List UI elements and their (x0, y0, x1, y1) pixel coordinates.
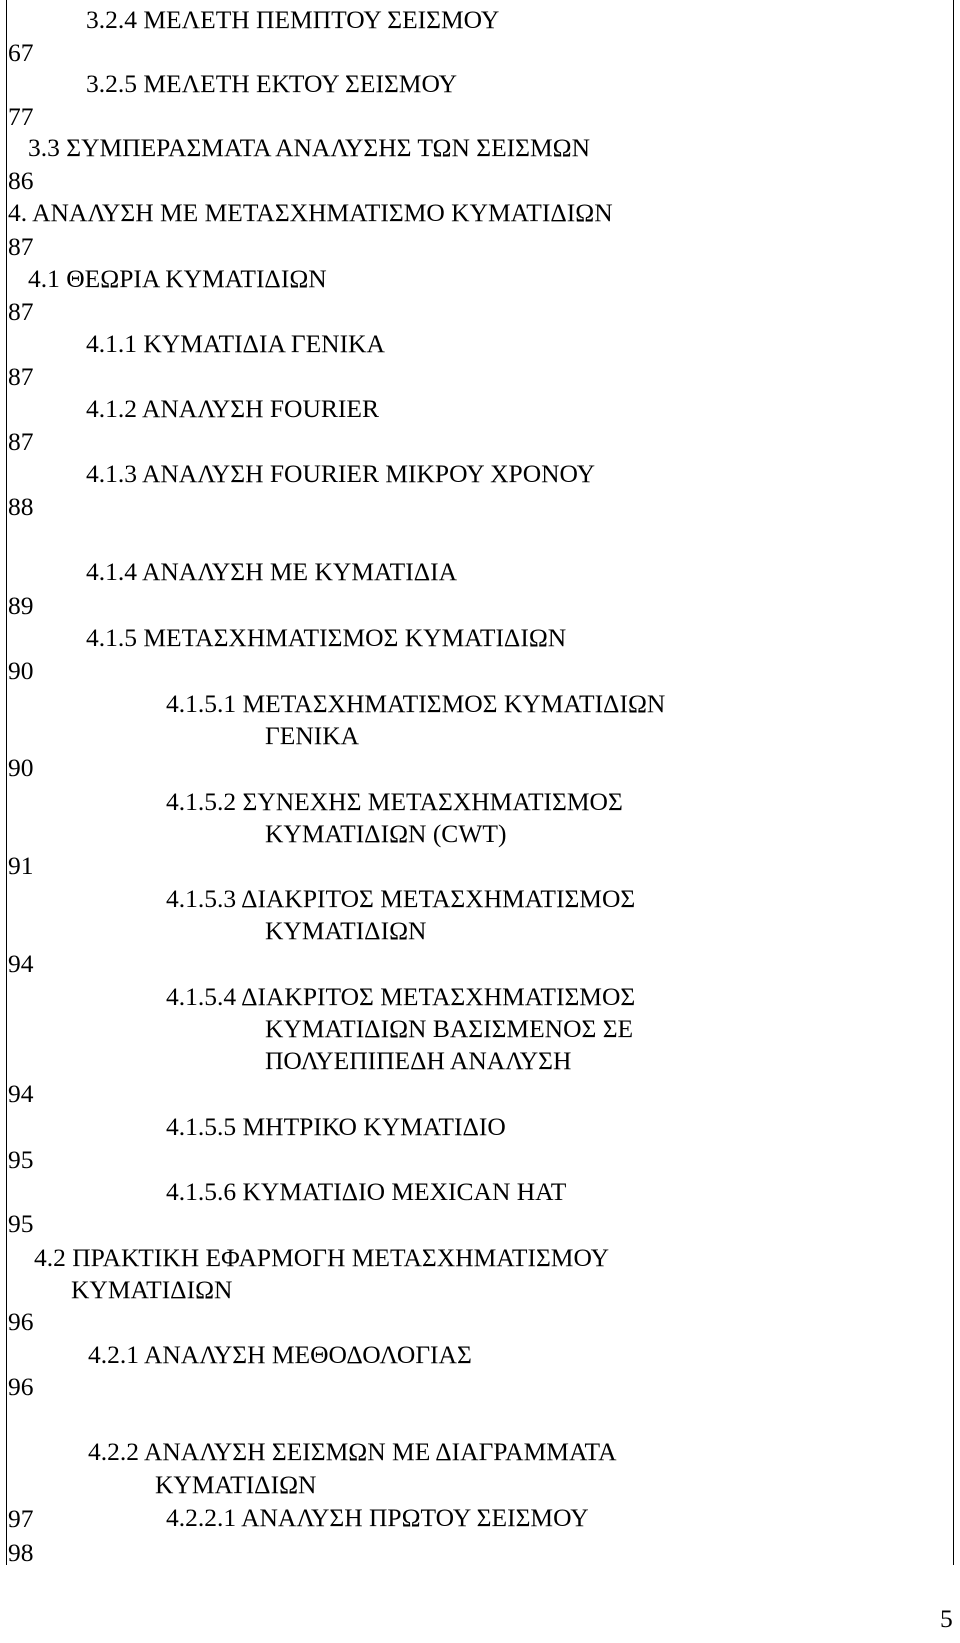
toc-entry-page: 96 (8, 1372, 34, 1401)
toc-entry-page: 87 (8, 427, 34, 456)
toc-entry-title[interactable]: 4.2.2.1 ΑΝΑΛΥΣΗ ΠΡΩΤΟΥ ΣΕΙΣΜΟΥ (166, 1503, 589, 1532)
toc-entry-title[interactable]: 3.2.4 ΜΕΛΕΤΗ ΠΕΜΠΤΟΥ ΣΕΙΣΜΟΥ (86, 5, 500, 34)
toc-entry-title[interactable]: 4.2.1 ΑΝΑΛΥΣΗ ΜΕΘΟΔΟΛΟΓΙΑΣ (88, 1340, 472, 1369)
toc-entry-title-continuation[interactable]: ΠΟΛΥΕΠΙΠΕΔΗ ΑΝΑΛΥΣΗ (265, 1046, 572, 1075)
toc-entry-page: 94 (8, 949, 34, 978)
toc-entry-page: 87 (8, 232, 34, 261)
toc-entry-title-continuation[interactable]: ΚΥΜΑΤΙΔΙΩΝ (155, 1470, 317, 1499)
toc-entry-page: 87 (8, 297, 34, 326)
toc-entry-page: 90 (8, 656, 34, 685)
toc-entry-title[interactable]: 4.1.5.5 ΜΗΤΡΙΚΟ ΚΥΜΑΤΙΔΙΟ (166, 1112, 506, 1141)
toc-entry-title[interactable]: 3.2.5 ΜΕΛΕΤΗ ΕΚΤΟΥ ΣΕΙΣΜΟΥ (86, 69, 458, 98)
toc-entry-page: 89 (8, 591, 34, 620)
page-number: 5 (940, 1604, 953, 1633)
toc-entry-page: 95 (8, 1209, 34, 1238)
toc-entry-page: 94 (8, 1079, 34, 1108)
toc-entry-title[interactable]: 4.1.5.1 ΜΕΤΑΣΧΗΜΑΤΙΣΜΟΣ ΚΥΜΑΤΙΔΙΩΝ (166, 689, 666, 718)
toc-entry-page: 77 (8, 102, 34, 131)
toc-entry-title-continuation[interactable]: ΓΕΝΙΚΑ (265, 721, 360, 750)
toc-entry-page: 97 (8, 1504, 34, 1533)
toc-entry-title[interactable]: 4.1.2 ΑΝΑΛΥΣΗ FOURIER (86, 394, 379, 423)
toc-entry-title[interactable]: 4.1.5.6 ΚΥΜΑΤΙΔΙΟ MEXICAN HAT (166, 1177, 567, 1206)
toc-entry-title[interactable]: 4.1.5.4 ΔΙΑΚΡΙΤΟΣ ΜΕΤΑΣΧΗΜΑΤΙΣΜΟΣ (166, 982, 636, 1011)
toc-entry-title[interactable]: 4. ΑΝΑΛΥΣΗ ΜΕ ΜΕΤΑΣΧΗΜΑΤΙΣΜΟ ΚΥΜΑΤΙΔΙΩΝ (8, 198, 613, 227)
toc-entry-title-continuation[interactable]: ΚΥΜΑΤΙΔΙΩΝ (71, 1275, 233, 1304)
toc-entry-title[interactable]: 3.3 ΣΥΜΠΕΡΑΣΜΑΤΑ ΑΝΑΛΥΣΗΣ ΤΩΝ ΣΕΙΣΜΩΝ (28, 133, 591, 162)
toc-entry-page: 67 (8, 38, 34, 67)
toc-entry-title[interactable]: 4.1.3 ΑΝΑΛΥΣΗ FOURIER ΜΙΚΡΟΥ ΧΡΟΝΟΥ (86, 459, 596, 488)
toc-entry-title-continuation[interactable]: ΚΥΜΑΤΙΔΙΩΝ (CWT) (265, 819, 507, 848)
right-border-rule (953, 0, 954, 1565)
toc-entry-title[interactable]: 4.2 ΠΡΑΚΤΙΚΗ ΕΦΑΡΜΟΓΗ ΜΕΤΑΣΧΗΜΑΤΙΣΜΟΥ (34, 1243, 610, 1272)
toc-entry-title[interactable]: 4.1 ΘΕΩΡΙΑ ΚΥΜΑΤΙΔΙΩΝ (28, 264, 327, 293)
toc-entry-page: 95 (8, 1145, 34, 1174)
toc-entry-title[interactable]: 4.1.5.3 ΔΙΑΚΡΙΤΟΣ ΜΕΤΑΣΧΗΜΑΤΙΣΜΟΣ (166, 884, 636, 913)
toc-entry-title[interactable]: 4.1.4 ΑΝΑΛΥΣΗ ΜΕ ΚΥΜΑΤΙΔΙΑ (86, 557, 457, 586)
toc-entry-page: 87 (8, 362, 34, 391)
toc-entry-title[interactable]: 4.1.1 ΚΥΜΑΤΙΔΙΑ ΓΕΝΙΚΑ (86, 329, 385, 358)
toc-entry-title-continuation[interactable]: ΚΥΜΑΤΙΔΙΩΝ (265, 916, 427, 945)
toc-entry-page: 88 (8, 492, 34, 521)
toc-entry-title[interactable]: 4.2.2 ΑΝΑΛΥΣΗ ΣΕΙΣΜΩΝ ΜΕ ΔΙΑΓΡΑΜΜΑΤΑ (88, 1437, 617, 1466)
toc-entry-page: 96 (8, 1307, 34, 1336)
toc-entry-title[interactable]: 4.1.5.2 ΣΥΝΕΧΗΣ ΜΕΤΑΣΧΗΜΑΤΙΣΜΟΣ (166, 787, 623, 816)
toc-entry-page: 91 (8, 851, 34, 880)
toc-entry-page: 98 (8, 1538, 34, 1567)
left-border-rule (6, 0, 7, 1565)
toc-entry-page: 90 (8, 753, 34, 782)
toc-entry-title[interactable]: 4.1.5 ΜΕΤΑΣΧΗΜΑΤΙΣΜΟΣ ΚΥΜΑΤΙΔΙΩΝ (86, 623, 567, 652)
toc-entry-title-continuation[interactable]: ΚΥΜΑΤΙΔΙΩΝ ΒΑΣΙΣΜΕΝΟΣ ΣΕ (265, 1014, 634, 1043)
toc-entry-page: 86 (8, 166, 34, 195)
